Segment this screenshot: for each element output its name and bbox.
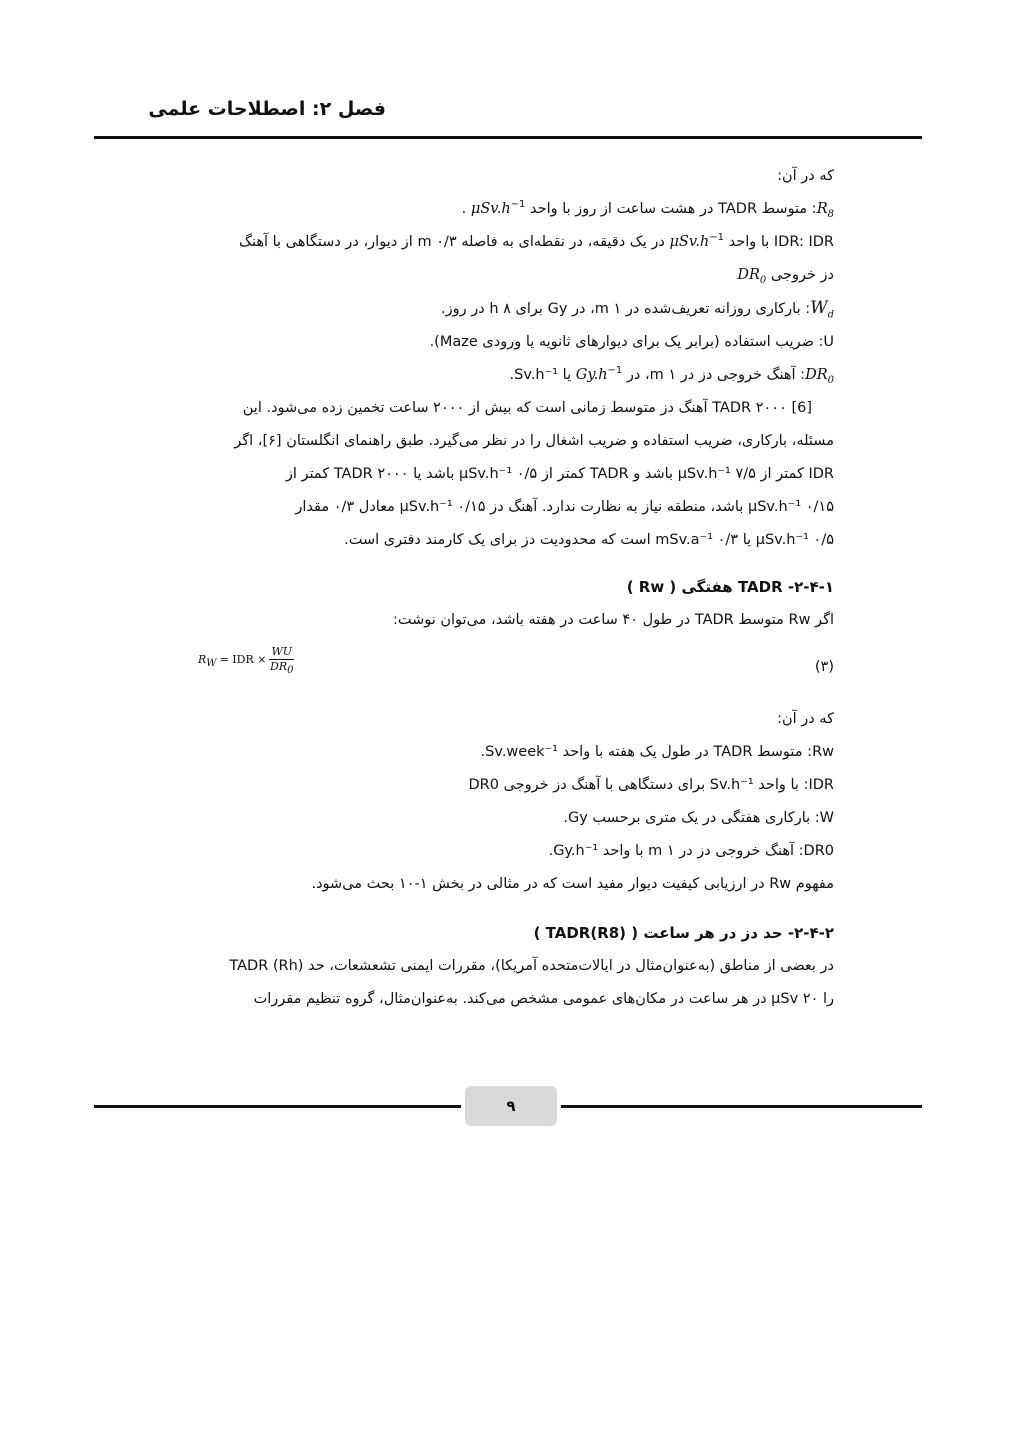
equation-mid: = IDR × [219,653,267,666]
unit: μSv.h [669,234,710,250]
rw-concept-line: مفهوم Rw در ارزیابی کیفیت دیوار مفید است که در مثالی در بخش ۱-۱۰ بحث می‌شود. [311,876,834,892]
definition-w: W: بارکاری هفتگی در یک متری برحسب Gy. [563,810,834,826]
definition-tail: . [461,201,471,217]
symbol: $R_8$ [816,201,834,220]
footer-divider-left [94,1105,461,1108]
unit-exponent: −1 [709,232,725,244]
fraction-denominator: DR0 [270,660,294,677]
equation-number: (۳) [814,659,834,675]
symbol: $DR_0$ [737,267,767,286]
page-body [196,160,834,1016]
definition-text: IDR: IDR با واحد [724,234,834,250]
definition-idr-2: IDR: با واحد Sv.h⁻¹ برای دستگاهی با آهنگ دز خروجی DR0 [468,777,834,793]
header-divider [94,136,922,139]
definition-idr-cont [196,259,834,292]
definition-text: دز خروجی [766,267,834,283]
section-lead: اگر Rw متوسط TADR در طول ۴۰ ساعت در هفته باشد، می‌توان نوشت: [392,612,834,628]
page-number: ۹ [465,1086,557,1126]
equation-fraction [269,645,294,677]
paragraph-line: TADR ۲۰۰۰ [6] آهنگ دز متوسط زمانی است که بیش از ۲۰۰۰ ساعت تخمین زده می‌شود. این [242,400,812,416]
chapter-title: فصل ۲: اصطلاحات علمی [148,98,386,120]
unit: Gy.h [575,367,608,383]
section-heading-weekly: ۲-۴-۱- TADR هفتگی ( Rw ) [626,578,834,596]
fraction-numerator: WU [271,645,293,658]
definition-text: : متوسط TADR در هشت ساعت از روز با واحد [525,201,817,217]
section-heading-hourly: ۲-۴-۲- حد دز در هر ساعت ( TADR(R8) ) [533,924,834,942]
unit-exponent: −1 [607,365,623,377]
definition-tail: یا Sv.h⁻¹. [509,367,576,383]
paragraph-line: مسئله، بارکاری، ضریب استفاده و ضریب اشغال را در نظر می‌گیرد. طبق راهنمای انگلستان [۶]، اگر [234,433,834,449]
equation-3 [196,643,834,693]
unit-exponent: −1 [510,199,526,211]
unit: μSv.h [470,201,511,217]
definition-r8 [196,193,834,226]
definition-text: : بارکاری روزانه تعریف‌شده در ۱ m، در Gy برای ۸ h در روز. [441,301,811,317]
paragraph-line: را ۲۰ μSv در هر ساعت در مکان‌های عمومی مشخص می‌کند. به‌عنوان‌مثال، گروه تنظیم مقررات [253,991,834,1007]
definition-idr [196,226,834,259]
definition-text: : آهنگ خروجی دز در ۱ m، در [622,367,806,383]
definition-dr0-2: DR0: آهنگ خروجی دز در ۱ m با واحد Gy.h⁻¹. [548,843,834,859]
definition-tail: در یک دقیقه، در نقطه‌ای به فاصله ۰/۳ m از دیوار، در دستگاهی با آهنگ [238,234,670,250]
where-intro: که در آن: [777,168,834,184]
equation-body [198,643,294,676]
definition-rw: Rw: متوسط TADR در طول یک هفته با واحد Sv.week⁻¹. [480,744,834,760]
paragraph-line: ۰/۵ μSv.h⁻¹ یا ۰/۳ mSv.a⁻¹ است که محدودیت دز برای یک کارمند دفتری است. [344,532,834,548]
paragraph-line: در بعضی از مناطق (به‌عنوان‌مثال در ایالات‌متحده آمریکا)، مقررات ایمنی تشعشعات، حد TADR (Rh) [229,958,834,974]
definition-u: U: ضریب استفاده (برابر یک برای دیوارهای ثانویه یا ورودی Maze). [429,334,834,350]
definition-wd [196,292,834,326]
equation-lhs: RW [198,653,217,670]
definition-dr0 [196,359,834,392]
symbol: $W_d$ [810,298,834,321]
where-intro-2: که در آن: [777,711,834,727]
symbol: $DR_0$ [805,367,834,386]
footer-divider-right [561,1105,922,1108]
paragraph-line: ۰/۱۵ μSv.h⁻¹ باشد، منطقه نیاز به نظارت ندارد. آهنگ دز ۰/۱۵ μSv.h⁻¹ معادل ۰/۳ مقدار [295,499,834,515]
paragraph-line: IDR کمتر از ۷/۵ μSv.h⁻¹ باشد و TADR کمتر از ۰/۵ μSv.h⁻¹ باشد یا TADR ۲۰۰۰ کمتر از [285,466,834,482]
